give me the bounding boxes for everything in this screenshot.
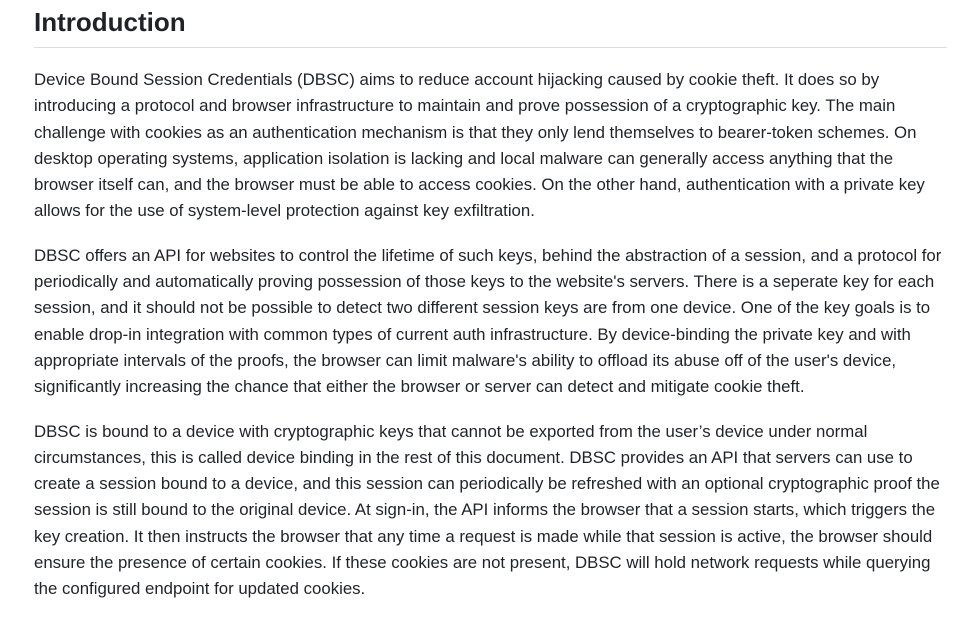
intro-paragraph-3: DBSC is bound to a device with cryptographic keys that cannot be exported from the user’s device under normal circumstances, this is called device binding in the rest of this document. DBSC provides an API that servers can use to create a session bound to a device, and this session can periodically be refreshed with an optional cryptographic proof the session is still bound to the original device. At sign-in, the API informs the browser that a session starts, which triggers the key creation. It then instructs the browser that any time a request is made while that session is active, the browser should ensure the presence of certain cookies. If these cookies are not present, DBSC will hold network requests while querying the configured endpoint for updated cookies.	[34, 421, 940, 599]
heading-divider	[34, 47, 947, 48]
intro-paragraph-2: DBSC offers an API for websites to control the lifetime of such keys, behind the abstraction of a session, and a protocol for periodically and automatically proving possession of those keys to the website's servers. There is a seperate key for each session, and it should not be possible to detect two different session keys are from one device. One of the key goals is to enable drop-in integration with common types of current auth infrastructure. By device-binding the private key and with appropriate intervals of the proofs, the browser can limit malware's ability to offload its abuse off of the user's device, significantly increasing the chance that either the browser or server can detect and mitigate cookie theft.	[34, 245, 942, 397]
intro-paragraph-1: Device Bound Session Credentials (DBSC) aims to reduce account hijacking caused by cookie theft. It does so by introducing a protocol and browser infrastructure to maintain and prove possession of a cryptographic key. The main challenge with cookies as an authentication mechanism is that they only lend themselves to bearer-token schemes. On desktop operating systems, application isolation is lacking and local malware can generally access anything that the browser itself can, and the browser must be able to access cookies. On the other hand, authentication with a private key allows for the use of system-level protection against key exfiltration.	[34, 70, 925, 221]
section-heading: Introduction	[34, 7, 186, 37]
